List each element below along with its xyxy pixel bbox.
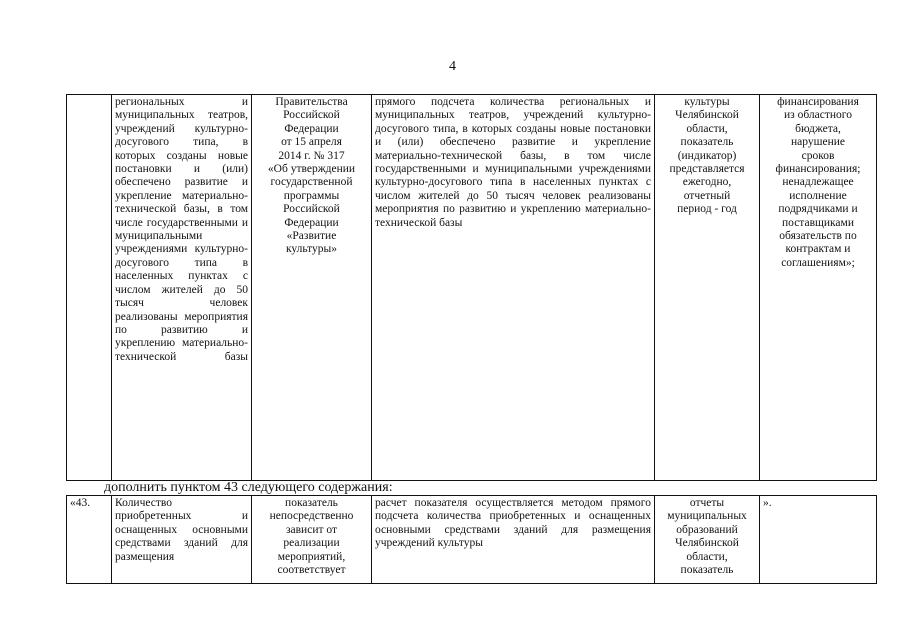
cell-text: показатель непосредственно зависит от реализации мероприятий, соответствует [269, 497, 354, 577]
table-cell-risks [760, 95, 877, 481]
table-cell-indicator-name [112, 496, 252, 584]
page-number: 4 [449, 59, 456, 74]
indicators-table-continued [66, 94, 877, 481]
table-row [67, 496, 877, 584]
cell-text: региональных и муниципальных театров, учреждений культурно-досугового типа, в которых созданы новые постановки и (или) обеспечено развитие и укрепление материально-технической базы, в том числе государственными и муниципальными учреждениями культурно-досугового типа в населенных пунктах с числом жителей до 50 тысяч человек реализованы мероприятия по развитию и укреплению материально-технической базы [115, 96, 248, 363]
table-cell-calculation-method [372, 95, 655, 481]
table-cell-data-source [655, 95, 760, 481]
indicators-table-new-item [66, 495, 877, 584]
table-cell-legal-basis [252, 95, 372, 481]
table-cell-risks [760, 496, 877, 584]
cell-text: Количество приобретенных и оснащенных основными средствами зданий для размещения [115, 497, 248, 563]
cell-text: Правительства Российской Федерации от 15 апреля 2014 г. № 317 «Об утверждении государственной программы Российской Федерации «Развитие культуры» [267, 96, 356, 256]
table-cell-number [67, 95, 112, 481]
cell-text: культуры Челябинской области, показатель (индикатор) представляется ежегодно, отчетный период - год [669, 96, 745, 216]
table-cell-number [67, 496, 112, 584]
cell-text: расчет показателя осуществляется методом прямого подсчета количества приобретенных и оснащенных основными средствами зданий для размещения учреждений культуры [375, 497, 651, 550]
table-cell-data-source [655, 496, 760, 584]
table-cell-indicator-name [112, 95, 252, 481]
amendment-intro-text: дополнить пунктом 43 следующего содержания: [104, 480, 393, 495]
cell-text: прямого подсчета количества региональных и муниципальных театров, учреждений культурно-досугового типа, в которых созданы новые постановки и (или) обеспечено развитие и укрепление материально-технической базы, в том числе государственными и муниципальными учреждениями культурно-досугового типа в населенных пунктах с числом жителей до 50 тысяч человек реализованы мероприятия по развитию и укреплению материально-технической базы [375, 96, 651, 229]
table-cell-calculation-method [372, 496, 655, 584]
table-row [67, 95, 877, 481]
cell-text: отчеты муниципальных образований Челябинской области, показатель [667, 497, 747, 577]
table-cell-legal-basis [252, 496, 372, 584]
cell-text: финансирования из областного бюджета, нарушение сроков финансирования; ненадлежащее исполнение подрядчиками и поставщиками обязательств по контрактам и соглашениям»; [775, 96, 861, 269]
cell-text: ». [763, 497, 772, 509]
item-number: «43. [70, 497, 91, 509]
